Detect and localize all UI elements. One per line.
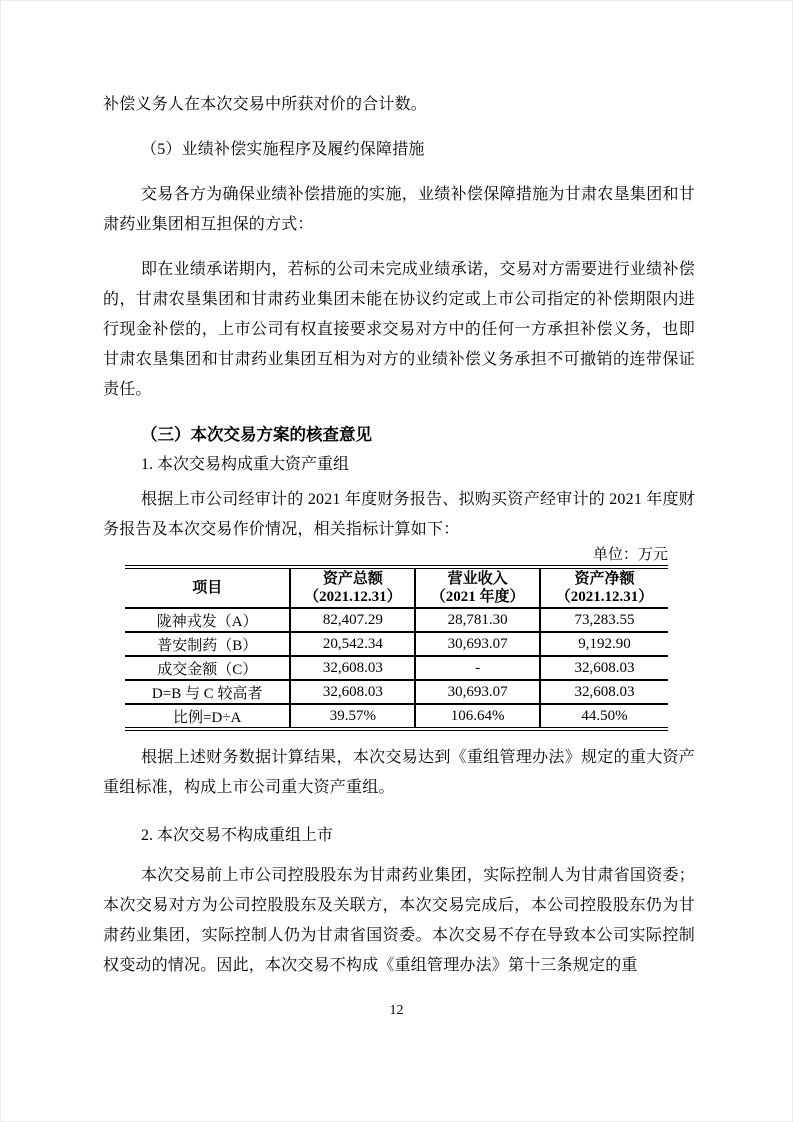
paragraph-control-unchanged: 本次交易前上市公司控股股东为甘肃药业集团，实际控制人为甘肃省国资委；本次交易对方为公司控股股东及关联方，本次交易完成后，本公司控股股东仍为甘肃药业集团，实际控制人仍为甘肃省国资委。本次交易不存在导致本公司实际控制权变动的情况。因此，本次交易不构成《重组管理办法》第十三条规定的重: [103, 867, 695, 974]
table-cell: 30,693.07: [415, 632, 540, 656]
paragraph-guarantee-intro: 交易各方为确保业绩补偿措施的实施，业绩补偿保障措施为甘肃农垦集团和甘肃药业集团相互担保的方式：: [103, 186, 695, 233]
table-row-deal-amount: [125, 656, 668, 680]
table-cell: 73,283.55: [540, 608, 668, 632]
table-cell: 32,608.03: [290, 656, 415, 680]
column-label: 项目: [192, 580, 223, 596]
table-cell: 20,542.34: [290, 632, 415, 656]
table-cell: 32,608.03: [540, 656, 668, 680]
column-label: 资产净额: [574, 571, 635, 587]
column-label: 营业收入: [447, 571, 508, 587]
table-cell: 32,608.03: [290, 680, 415, 704]
table-cell: 比例=D÷A: [173, 709, 242, 726]
heading-major-asset-restructuring: 1. 本次交易构成重大资产重组: [141, 456, 350, 473]
table-unit-label: 单位：万元: [592, 547, 668, 563]
column-sublabel: （2021.12.31）: [304, 589, 402, 605]
table-row-higher-of-bc: [125, 680, 668, 704]
table-cell: 28,781.30: [415, 608, 540, 632]
table-cell: -: [415, 656, 540, 680]
paragraph-conclusion-major-restructuring: 根据上述财务数据计算结果，本次交易达到《重组管理办法》规定的重大资产重组标准，构成上市公司重大资产重组。: [103, 749, 695, 796]
table-cell: 普安制药（B）: [125, 632, 290, 656]
table-cell: 成交金额（C）: [125, 656, 290, 680]
table-header-net-assets: [540, 567, 668, 608]
table-cell: 82,407.29: [290, 608, 415, 632]
table-cell: 30,693.07: [415, 680, 540, 704]
section-heading-review-opinion: （三）本次交易方案的核查意见: [141, 426, 372, 444]
table-cell: 陇神戎发（A）: [125, 608, 290, 632]
table-cell: 106.64%: [415, 704, 540, 729]
column-sublabel: （2021 年度）: [430, 589, 525, 605]
table-header-total-assets: [290, 567, 415, 608]
page-content: [103, 90, 695, 981]
paragraph-calculation-basis: 根据上市公司经审计的 2021 年度财务报告、拟购买资产经审计的 2021 年度财务报告及本次交易作价情况，相关指标计算如下：: [103, 491, 695, 538]
table-header-item: [125, 567, 290, 608]
table-row-ratio: [125, 704, 668, 729]
table-cell: 9,192.90: [540, 632, 668, 656]
table-row-puan: [125, 632, 668, 656]
paragraph-carryover: 补偿义务人在本次交易中所获对价的合计数。: [103, 96, 428, 113]
table-cell: 32,608.03: [540, 680, 668, 704]
table-cell: 39.57%: [290, 704, 415, 729]
table-row-longshen: [125, 608, 668, 632]
financial-indicator-table: [125, 565, 668, 731]
column-label: 资产总额: [322, 571, 383, 587]
heading-item-5: （5）业绩补偿实施程序及履约保障措施: [141, 141, 425, 158]
table-header-revenue: [415, 567, 540, 608]
page-number: 12: [389, 1003, 404, 1018]
heading-not-backdoor-listing: 2. 本次交易不构成重组上市: [141, 827, 334, 844]
column-sublabel: （2021.12.31）: [555, 589, 654, 605]
table-header-row: [125, 567, 668, 608]
table-cell: D=B 与 C 较高者: [125, 680, 290, 704]
paragraph-guarantee-detail: 即在业绩承诺期内，若标的公司未完成业绩承诺，交易对方需要进行业绩补偿的，甘肃农垦集团和甘肃药业集团未能在协议约定或上市公司指定的补偿期限内进行现金补偿的，上市公司有权直接要求交易对方中的任何一方承担补偿义务，也即甘肃农垦集团和甘肃药业集团互相为对方的业绩补偿义务承担不可撤销的连带保证责任。: [103, 261, 695, 398]
table-cell: 44.50%: [540, 704, 668, 729]
